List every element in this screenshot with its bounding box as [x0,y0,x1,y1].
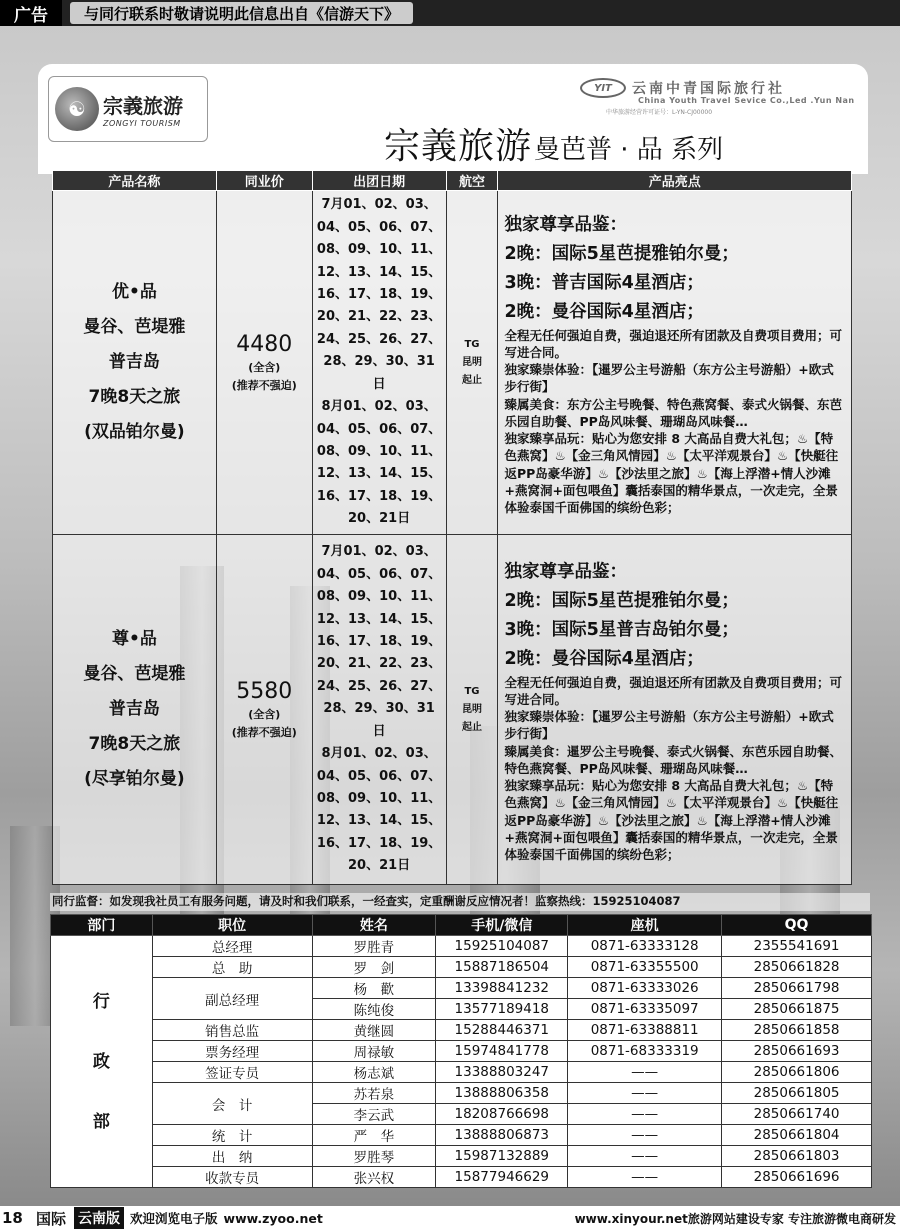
name: 周禄敏 [312,1041,436,1062]
departure-dates [312,191,446,535]
landline: 0871-63388811 [568,1020,722,1041]
airline-city: 昆明 [462,703,482,715]
table-row [51,1146,872,1167]
table-row [51,1041,872,1062]
date-line: 28、29、30、31 [323,701,435,717]
qq: 2850661803 [722,1146,872,1167]
header-name: 姓名 [312,915,436,936]
price-note: (推荐不强迫) [231,726,297,739]
partner-badge: YIT [580,78,626,98]
table-row [51,936,872,957]
date-line: 24、25、26、27、 [316,331,442,347]
position: 会 计 [152,1083,312,1125]
product-header-row [53,171,852,191]
qq: 2850661828 [722,957,872,978]
product-highlights [498,191,852,535]
table-row [51,1083,872,1104]
position: 签证专员 [152,1062,312,1083]
logo-cn: 宗義旅游 [103,94,183,118]
landline: 0871-63333026 [568,978,722,999]
header-department: 部门 [51,915,153,936]
name: 张兴权 [312,1167,436,1188]
highlight-text: 独家臻崇体验：【暹罗公主号游船（东方公主号游船）+欧式步行街】 [504,709,834,742]
date-line: 04、05、06、07、 [316,768,442,784]
airline-city: 昆明 [462,356,482,368]
date-line: 20、21日 [348,511,411,527]
price-note: (全含) [248,361,281,374]
price-value: 4480 [236,332,293,357]
airline [446,535,498,885]
product-name [53,535,217,885]
highlight-hotel: 2晚：国际5星芭提雅铂尔曼； [504,590,739,611]
product-highlights [498,535,852,885]
product-name-line: 优•品 [111,282,157,302]
highlight-hotel: 2晚：曼谷国际4星酒店； [504,301,704,322]
airline-note: 起止 [462,374,482,386]
table-row [51,978,872,999]
position: 出 纳 [152,1146,312,1167]
department-char: 政 [92,1051,110,1072]
header-product-name: 产品名称 [53,171,217,191]
product-name [53,191,217,535]
name: 苏若泉 [312,1083,436,1104]
footprint-icon: ☯ [55,87,99,131]
product-name-line: 7晚8天之旅 [88,734,181,754]
header-mobile: 手机/微信 [436,915,568,936]
product-name-line: 普吉岛 [108,352,160,372]
position: 收款专员 [152,1167,312,1188]
product-name-line: 尊•品 [111,629,157,649]
product-name-line: (双品铂尔曼) [84,422,185,442]
qq: 2850661693 [722,1041,872,1062]
qq: 2850661740 [722,1104,872,1125]
highlight-heading: 独家尊享品鉴： [504,561,627,582]
mobile: 13577189418 [436,999,568,1020]
name: 杨志斌 [312,1062,436,1083]
landline: —— [568,1167,722,1188]
date-line: 20、21、22、23、 [316,309,442,325]
position: 副总经理 [152,978,312,1020]
mobile: 15987132889 [436,1146,568,1167]
table-row [51,1167,872,1188]
airline [446,191,498,535]
highlight-hotel: 3晚：普吉国际4星酒店； [504,272,704,293]
header-price: 同业价 [216,171,312,191]
date-line: 8月01、02、03、 [321,399,437,415]
highlight-hotel: 3晚：国际5星普吉岛铂尔曼； [504,619,739,640]
highlight-heading: 独家尊享品鉴： [504,214,627,235]
product-name-line: 普吉岛 [108,699,160,719]
mobile: 15877946629 [436,1167,568,1188]
qq: 2850661798 [722,978,872,999]
highlight-text: 臻属美食：暹罗公主号晚餐、泰式火锅餐、东芭乐园自助餐、特色燕窝餐、PP岛风味餐、珊瑚岛风味餐… [504,743,842,776]
landline: —— [568,1104,722,1125]
highlight-text: 全程无任何强迫自费，强迫退还所有团款及自费项目费用；可写进合同。 [504,327,842,361]
date-line: 28、29、30、31 [323,354,435,370]
price-value: 5580 [236,679,293,704]
mobile: 13888806873 [436,1125,568,1146]
date-line: 7月01、02、03、 [321,197,437,213]
mobile: 13888806358 [436,1083,568,1104]
qq: 2355541691 [722,936,872,957]
qq: 2850661875 [722,999,872,1020]
mobile: 15887186504 [436,957,568,978]
partner-license: 中华旅游经营许可证号：L-YN-CJ00000 [606,109,713,116]
table-row [51,957,872,978]
logo-en: ZONGYI TOURISM [103,119,181,128]
mobile: 15288446371 [436,1020,568,1041]
landline: 0871-68333319 [568,1041,722,1062]
footer-text: 欢迎浏览电子版 [130,1211,218,1226]
department-cell [51,936,153,1188]
header-highlights: 产品亮点 [498,171,852,191]
highlight-text: 全程无任何强迫自费，强迫退还所有团款及自费项目费用；可写进合同。 [504,674,842,708]
name: 罗胜青 [312,936,436,957]
date-line: 04、05、06、07、 [316,566,442,582]
name: 陈纯俊 [312,999,436,1020]
landline: 0871-63355500 [568,957,722,978]
airline-note: 起止 [462,721,482,733]
date-line: 7月01、02、03、 [321,544,437,560]
landline: 0871-63333128 [568,936,722,957]
qq: 2850661696 [722,1167,872,1188]
header-position: 职位 [152,915,312,936]
date-line: 16、17、18、19、 [316,634,442,650]
partner-cn: 云南中青国际旅行社 [632,81,785,97]
landline: 0871-63335097 [568,999,722,1020]
date-line: 20、21日 [348,858,411,874]
price-note: (推荐不强迫) [231,379,297,392]
mobile: 13388803247 [436,1062,568,1083]
date-line: 8月01、02、03、 [321,746,437,762]
product-name-line: (尽享铂尔曼) [84,769,185,789]
contacts-table [50,914,872,1188]
mobile: 15925104087 [436,936,568,957]
product-name-line: 曼谷、芭堤雅 [83,664,186,684]
table-row [51,1020,872,1041]
airline-code: TG [464,338,480,350]
product-row [53,535,852,885]
qq: 2850661806 [722,1062,872,1083]
date-line: 08、09、10、11、 [316,790,442,806]
landline: —— [568,1146,722,1167]
departure-dates [312,535,446,885]
date-line: 16、17、18、19、 [316,488,442,504]
date-line: 24、25、26、27、 [316,678,442,694]
highlight-text: 独家臻享品玩：贴心为您安排 8 大高品自费大礼包；♨【特色燕窝】♨【金三角风情园】♨【太平洋观景台】♨【快艇往返PP岛豪华游】♨【沙法里之旅】♨【海上浮潜+情人沙滩+燕窝洞+面包喂鱼】囊括泰国的精华景点，一次走完，全景体验泰国千面佛国的缤纷色彩； [504,778,839,862]
price-note: (全含) [248,708,281,721]
date-line: 日 [372,723,386,739]
contacts-header-row [51,915,872,936]
header-qq: QQ [722,915,872,936]
supervision-notice: 同行监督：如发现我社员工有服务问题，请及时和我们联系，一经查实，定重酬谢反应情况者！监察热线：15925104087 [50,893,870,911]
series-sub: 曼芭普 · 品 系列 [534,135,724,165]
product-price [216,191,312,535]
name: 杨 歡 [312,978,436,999]
footer-url[interactable]: www.zyoo.net [223,1210,323,1226]
position: 统 计 [152,1125,312,1146]
date-line: 12、13、14、15、 [316,466,442,482]
section-label: 国际 [36,1209,67,1228]
position: 总 助 [152,957,312,978]
date-line: 04、05、06、07、 [316,219,442,235]
name: 罗胜琴 [312,1146,436,1167]
partner-en: China Youth Travel Sevice Co.,Led .Yun Nan [638,96,855,105]
table-row [51,1125,872,1146]
qq: 2850661805 [722,1083,872,1104]
position: 票务经理 [152,1041,312,1062]
mobile: 15974841778 [436,1041,568,1062]
position: 总经理 [152,936,312,957]
product-name-line: 曼谷、芭堤雅 [83,317,186,337]
page-footer [0,1206,900,1230]
product-table [52,170,852,885]
name: 黄继圆 [312,1020,436,1041]
highlight-hotel: 2晚：曼谷国际4星酒店； [504,648,704,669]
date-line: 04、05、06、07、 [316,421,442,437]
top-banner [0,0,900,26]
date-line: 08、09、10、11、 [316,242,442,258]
name: 李云武 [312,1104,436,1125]
region-badge: 云南版 [74,1207,124,1229]
table-row [51,1062,872,1083]
date-line: 08、09、10、11、 [316,443,442,459]
date-line: 08、09、10、11、 [316,589,442,605]
series-main: 宗義旅游 [384,126,533,167]
qq: 2850661804 [722,1125,872,1146]
company-logo [48,76,208,142]
product-name-line: 7晚8天之旅 [88,387,181,407]
date-line: 16、17、18、19、 [316,835,442,851]
header-airline: 航空 [446,171,498,191]
date-line: 日 [372,376,386,392]
date-line: 16、17、18、19、 [316,287,442,303]
qq: 2850661858 [722,1020,872,1041]
date-line: 20、21、22、23、 [316,656,442,672]
page-number: 18 [2,1209,23,1227]
banner-notice: 与同行联系时敬请说明此信息出自《信游天下》 [70,2,413,24]
header-dates: 出团日期 [312,171,446,191]
footer-right-text: www.xinyour.net旅游网站建设专家 专注旅游微电商研发 [574,1211,896,1226]
highlight-text: 独家臻崇体验：【暹罗公主号游船（东方公主号游船）+欧式步行街】 [504,362,834,395]
mobile: 13398841232 [436,978,568,999]
product-price [216,535,312,885]
landline: —— [568,1125,722,1146]
name: 罗 剑 [312,957,436,978]
department-char: 部 [92,1111,110,1132]
landline: —— [568,1062,722,1083]
highlight-text: 臻属美食：东方公主号晚餐、特色燕窝餐、泰式火锅餐、东芭乐园自助餐、PP岛风味餐、珊瑚岛风味餐… [504,396,842,429]
landline: —— [568,1083,722,1104]
date-line: 12、13、14、15、 [316,813,442,829]
header-landline: 座机 [568,915,722,936]
product-row [53,191,852,535]
highlight-hotel: 2晚：国际5星芭提雅铂尔曼； [504,243,739,264]
ad-tag: 广告 [0,0,62,26]
airline-code: TG [464,685,480,697]
highlight-text: 独家臻享品玩：贴心为您安排 8 大高品自费大礼包；♨【特色燕窝】♨【金三角风情园】♨【太平洋观景台】♨【快艇往返PP岛豪华游】♨【沙法里之旅】♨【海上浮潜+情人沙滩+燕窝洞+面包喂鱼】囊括泰国的精华景点，一次走完，全景体验泰国千面佛国的缤纷色彩； [504,431,839,515]
position: 销售总监 [152,1020,312,1041]
name: 严 华 [312,1125,436,1146]
series-title [384,118,723,169]
mobile: 18208766698 [436,1104,568,1125]
date-line: 12、13、14、15、 [316,264,442,280]
date-line: 12、13、14、15、 [316,611,442,627]
department-char: 行 [92,991,110,1012]
